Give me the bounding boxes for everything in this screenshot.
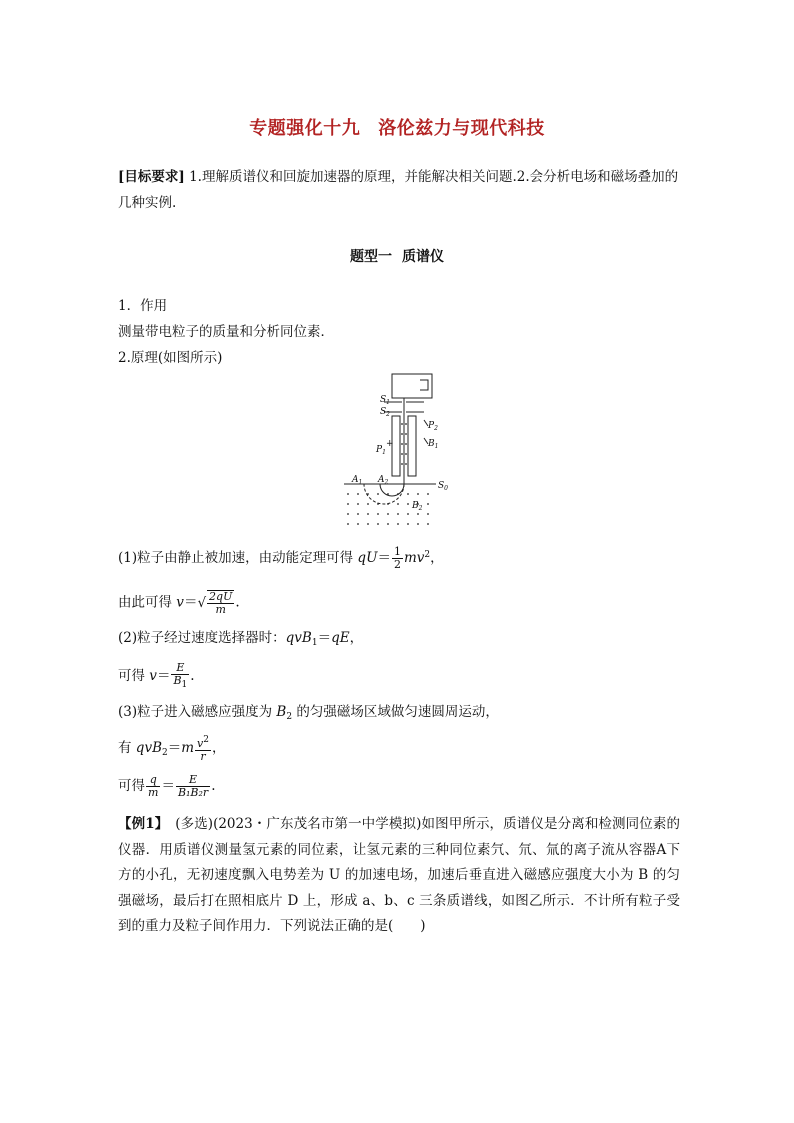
goal-paragraph	[118, 164, 680, 216]
step-2-text: (2)粒子经过速度选择器时：	[118, 630, 286, 646]
step-2b-eq: ＝	[156, 668, 171, 684]
step-3c-fraction-left: $\frac{q}{m}$	[148, 773, 159, 799]
step-2	[118, 626, 363, 648]
step-2b-text: 可得	[118, 668, 150, 684]
step-1-post: ，	[430, 550, 444, 566]
step-3b-fraction: $\frac{v^2}{r}$	[197, 735, 209, 763]
item-heading-2: 2.原理(如图所示)	[118, 350, 223, 366]
step-1b-fraction: $\frac{2qU}{m}$	[209, 590, 233, 616]
section-name: 质谱仪	[402, 249, 444, 265]
step-2b-fraction: $\frac{E}{B_1}$	[173, 661, 188, 690]
label-b1: $B_1$	[428, 439, 439, 450]
example-text: (多选)(2023・广东茂名市第一中学模拟)如图甲所示，质谱仪是分离和检测同位素的仪器．用质谱仪测量氢元素的同位素，让氢元素的三种同位素氕、氘、氚的离子流从容器A下方的小孔，无初速度飘入电势差为 U 的加速电场，加速后垂直进入磁感应强度大小为 B 的匀强磁场，最后打在照相底片 D 上，形成 a、b、c 三条质谱线，如图乙所示．不计所有粒子受到的重力及粒子间作用力．下列说法正确的是( )	[118, 816, 680, 934]
goal-tag: [目标要求]	[118, 169, 185, 185]
step-1b-v: v	[176, 594, 184, 611]
step-1	[118, 546, 444, 571]
label-p2: $P_2$	[428, 421, 438, 432]
step-3b-text: 有	[118, 740, 136, 756]
mass-spectrometer-diagram	[340, 372, 460, 528]
step-1-rhs: mv	[403, 550, 425, 566]
sqrt-symbol: √	[197, 595, 207, 611]
step-3b-expr: qvB	[135, 740, 162, 756]
item-paragraph-1: 测量带电粒子的质量和分析同位素．	[118, 324, 334, 340]
ion-source-box	[392, 374, 432, 398]
step-3c-eq: ＝	[161, 778, 175, 794]
label-s0: $S_0$	[438, 481, 448, 492]
step-1-lhs: qU	[357, 550, 378, 566]
section-label: 题型一	[350, 249, 392, 265]
title-main: 专题强化十九	[249, 118, 361, 139]
section-heading	[0, 246, 794, 266]
step-3b-post: ，	[212, 740, 226, 756]
step-2-expr: qvB	[285, 630, 312, 646]
label-plus: +	[386, 439, 394, 449]
example-tag: 【例1】	[118, 816, 162, 832]
step-1-sup: 2	[424, 550, 431, 560]
item-heading-1: 1．作用	[118, 298, 168, 314]
step-3c-text: 可得	[118, 778, 145, 794]
step-3b-m: m	[181, 740, 195, 756]
step-3-text: (3)粒子进入磁感应强度为	[118, 704, 277, 720]
step-2b	[118, 662, 195, 691]
step-2-rhs: qE	[331, 630, 350, 646]
step-2-eq: ＝	[317, 630, 332, 646]
label-a2: $A_2$	[378, 475, 389, 486]
step-2b-v: v	[149, 668, 157, 684]
label-s1: $S_1$	[380, 395, 390, 406]
step-3-b-sub: 2	[286, 712, 293, 722]
step-1-eq: ＝	[377, 550, 391, 566]
label-p1: $P_1$	[376, 445, 386, 456]
step-3c-post: .	[211, 778, 216, 794]
label-s2: $S_2$	[380, 407, 390, 418]
label-b2: $B_2$	[412, 501, 423, 512]
step-3	[118, 700, 499, 722]
plate-p2	[408, 416, 416, 476]
step-1-fraction: $\frac{1}{2}$	[393, 545, 401, 571]
step-3-b: B	[276, 704, 287, 720]
step-2-post: ，	[349, 630, 364, 646]
label-a1: $A_1$	[352, 475, 363, 486]
step-1b-eq: ＝	[183, 594, 198, 611]
step-3c-fraction-right: $\frac{E}{\text{B₁B₂r}}$	[177, 773, 209, 799]
step-1b-post: .	[235, 594, 240, 611]
step-2b-post: .	[190, 668, 195, 684]
step-1-text: (1)粒子由静止被加速，由动能定理可得	[118, 550, 358, 566]
example-1	[118, 812, 680, 940]
step-3c	[118, 774, 215, 799]
step-2-sub: 1	[311, 638, 318, 648]
step-3-post: 的匀强磁场区域做匀速圆周运动，	[292, 704, 499, 720]
ion-source-cup	[420, 380, 428, 390]
step-1b-text: 由此可得	[118, 594, 177, 611]
page-title	[0, 114, 794, 140]
goal-text: 1.理解质谱仪和回旋加速器的原理，并能解决相关问题.2.会分析电场和磁场叠加的几种实例.	[118, 169, 679, 211]
title-sub: 洛伦兹力与现代科技	[378, 118, 545, 139]
step-3b	[118, 734, 226, 763]
step-3b-eq: ＝	[167, 740, 182, 756]
step-1b	[118, 590, 240, 616]
step-3b-sub: 2	[162, 748, 168, 758]
